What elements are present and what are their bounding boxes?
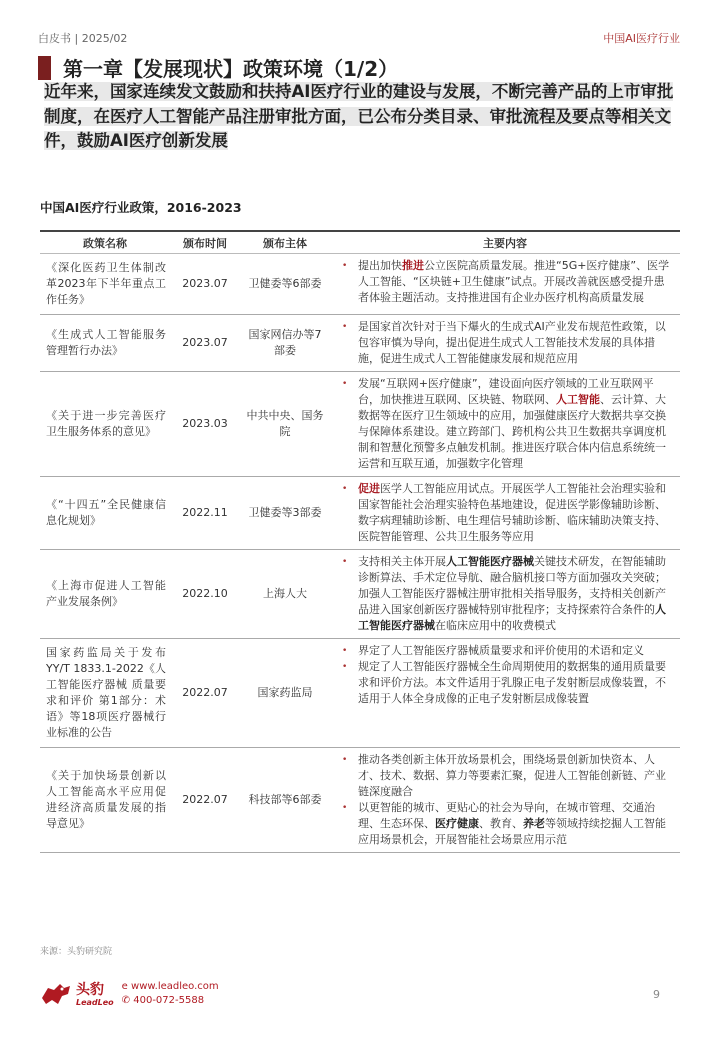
text-segment: 规定了人工智能医疗器械全生命周期使用的数据集的通用质量要求和评价方法。本文件适用于乳腺正电子发射断层成像装置，不适用于人体全身成像的正电子发射断层成像装置 — [358, 660, 666, 705]
header-doc-type: 白皮书 | 2025/02 — [38, 32, 128, 45]
contact-info — [122, 980, 219, 1008]
policy-content — [330, 315, 680, 371]
content-bullet — [342, 481, 674, 545]
policy-issuer: 上海人大 — [263, 587, 307, 600]
logo-wordmark — [76, 982, 114, 1007]
table-row — [40, 748, 680, 853]
text-segment: 提出加快 — [358, 259, 402, 272]
table-row — [40, 254, 680, 315]
policy-content — [330, 748, 680, 852]
text-segment: 等领域持续挖掘人工智能应用场景机会，开展智能社会场景应用示范 — [358, 817, 666, 846]
table-row — [40, 315, 680, 372]
bullet-dot-icon: • — [342, 755, 348, 765]
policy-date: 2022.07 — [182, 686, 228, 699]
phone-icon: ✆ — [121, 995, 134, 1006]
table-header — [40, 232, 680, 254]
policy-date: 2022.11 — [182, 506, 228, 519]
highlight-text: 促进 — [358, 482, 380, 495]
policy-issuer: 中共中央、国务院 — [246, 409, 324, 438]
bullet-text — [358, 659, 674, 707]
page-number: 9 — [653, 988, 660, 1001]
policy-content — [330, 372, 680, 476]
bullet-text — [358, 376, 674, 472]
bold-text: 人工智能医疗器械 — [446, 555, 534, 568]
content-bullet — [342, 258, 674, 306]
column-header-date: 颁布时间 — [183, 236, 227, 250]
policy-date: 2023.03 — [182, 417, 228, 430]
summary-paragraph — [44, 80, 684, 154]
content-bullet — [342, 800, 674, 848]
table-row — [40, 372, 680, 477]
policy-content — [330, 639, 680, 747]
text-segment: 发展“互联网+医疗健康”，建设面向医疗领域的工业互联网平台，加快推进互联网、区块链、物联网、 — [358, 377, 654, 406]
globe-icon: e — [121, 981, 132, 992]
policy-name: 《关于进一步完善医疗卫生服务体系的意见》 — [46, 409, 166, 438]
table-body — [40, 254, 680, 853]
footer-branding — [40, 980, 219, 1008]
title-accent-bar — [38, 56, 51, 80]
text-segment: 是国家首次针对于当下爆火的生成式AI产业发布规范性政策，以包容审慎为导向，提出促进生成式人工智能技术发展的具体措施，促进生成式人工智能健康发展和规范应用 — [358, 320, 666, 365]
content-bullet — [342, 319, 674, 367]
summary-text: 近年来，国家连续发文鼓励和扶持AI医疗行业的建设与发展，不断完善产品的上市审批制度，在医疗人工智能产品注册审批方面，已公布分类目录、审批流程及要点等相关文件，鼓励AI医疗创新发展 — [44, 82, 674, 150]
bullet-text — [358, 481, 674, 545]
policy-date: 2023.07 — [182, 277, 228, 290]
text-segment: 公立医院高质量发展。推进“5G+医疗健康”、医学人工智能、“区块链+卫生健康”试点。开展改善就医感受提升患者体验主题活动。支持推进国有企业办医疗机构高质量发展 — [358, 259, 670, 304]
text-segment: 推动各类创新主体开放场景机会，围绕场景创新加快资本、人才、技术、数据、算力等要素汇聚，促进人工智能创新链、产业链深度融合 — [358, 753, 666, 798]
content-bullet — [342, 643, 674, 659]
table-row — [40, 477, 680, 550]
content-bullet — [342, 376, 674, 472]
policy-issuer: 卫健委等3部委 — [248, 506, 322, 519]
source-note: 来源：头豹研究院 — [40, 947, 113, 957]
content-bullet — [342, 554, 674, 634]
bullet-dot-icon: • — [342, 261, 348, 271]
policy-content — [330, 254, 680, 314]
text-segment: 在临床应用中的收费模式 — [435, 619, 556, 632]
text-segment: 、云计算、大数据等在医疗卫生领域中的应用，加强健康医疗大数据共享交换与保障体系建设。建立跨部门、跨机构公共卫生数据共享调度机制和智慧化预警多点触发机制。推进医疗联合体内信息系统统一运营和互联互通，加强数字化管理 — [358, 393, 666, 470]
bold-text: 人工智能医疗器械 — [358, 603, 666, 632]
policy-name: 《上海市促进人工智能产业发展条例》 — [46, 579, 166, 608]
chapter-title-row — [38, 53, 398, 82]
text-segment: 以更智能的城市、更贴心的社会为导向，在城市管理、交通治理、生态环保、 — [358, 801, 655, 830]
policy-name: 《深化医药卫生体制改革2023年下半年重点工作任务》 — [46, 261, 166, 306]
logo-en: LeadLeo — [76, 997, 114, 1007]
highlight-text: 推进 — [402, 259, 424, 272]
policy-name: 《“十四五”全民健康信息化规划》 — [46, 498, 166, 527]
policy-date: 2022.10 — [182, 587, 228, 600]
bullet-dot-icon: • — [342, 803, 348, 813]
phone-number: 400-072-5588 — [133, 995, 205, 1006]
table-row — [40, 550, 680, 639]
policy-issuer: 国家药监局 — [257, 686, 313, 699]
table-title: 中国AI医疗行业政策，2016-2023 — [40, 200, 242, 215]
policy-name: 国家药监局关于发布YY/T 1833.1-2022《人工智能医疗器械 质量要求和评价 第1部分：术语》等18项医疗器械行业标准的公告 — [46, 646, 166, 739]
logo-cn: 头豹 — [76, 981, 104, 998]
text-segment: 界定了人工智能医疗器械质量要求和评价使用的术语和定义 — [358, 644, 644, 657]
bullet-dot-icon: • — [342, 322, 348, 332]
chapter-title: 第一章【发展现状】政策环境（1/2） — [63, 57, 399, 81]
content-bullet — [342, 752, 674, 800]
bullet-text — [358, 643, 674, 659]
column-header-name: 政策名称 — [83, 236, 127, 250]
policy-content — [330, 550, 680, 638]
bullet-text — [358, 554, 674, 634]
text-segment: 支持相关主体开展 — [358, 555, 446, 568]
bullet-dot-icon: • — [342, 646, 348, 656]
bold-text: 养老 — [523, 817, 545, 830]
policy-content — [330, 477, 680, 549]
bold-text: 医疗健康 — [435, 817, 479, 830]
highlight-text: 人工智能 — [556, 393, 600, 406]
text-segment: 关键技术研发，在智能辅助诊断算法、手术定位导航、融合脑机接口等方面加强攻关突破；加强人工智能医疗器械注册审批相关指导服务，支持相关创新产品进入国家创新医疗器械特别审批程序；支持探索符合条件的 — [358, 555, 666, 616]
content-bullet — [342, 659, 674, 707]
policy-issuer: 科技部等6部委 — [248, 793, 322, 806]
bullet-text — [358, 319, 674, 367]
bullet-dot-icon: • — [342, 662, 348, 672]
policy-date: 2022.07 — [182, 793, 228, 806]
column-header-issuer: 颁布主体 — [263, 236, 307, 250]
policy-date: 2023.07 — [182, 336, 228, 349]
policy-name: 《生成式人工智能服务管理暂行办法》 — [46, 328, 166, 357]
policy-issuer: 卫健委等6部委 — [248, 277, 322, 290]
policy-name: 《关于加快场景创新以人工智能高水平应用促进经济高质量发展的指导意见》 — [46, 769, 166, 830]
website-link[interactable]: www.leadleo.com — [131, 981, 219, 992]
header-industry: 中国AI医疗行业 — [603, 32, 680, 45]
text-segment: 、教育、 — [479, 817, 523, 830]
column-header-content: 主要内容 — [483, 236, 527, 250]
bullet-text — [358, 800, 674, 848]
leopard-logo-icon — [40, 980, 72, 1008]
bullet-dot-icon: • — [342, 557, 348, 567]
bullet-text — [358, 258, 674, 306]
policy-issuer: 国家网信办等7部委 — [248, 328, 322, 357]
table-row — [40, 639, 680, 748]
text-segment: 医学人工智能应用试点。开展医学人工智能社会治理实验和国家智能社会治理实验特色基地建设，促进医学影像辅助诊断、数字病理辅助诊断、电生理信号辅助诊断、临床辅助决策支持、医院智能管理、公共卫生服务等应用 — [358, 482, 666, 543]
bullet-dot-icon: • — [342, 379, 348, 389]
bullet-text — [358, 752, 674, 800]
bullet-dot-icon: • — [342, 484, 348, 494]
policy-table — [40, 230, 680, 853]
